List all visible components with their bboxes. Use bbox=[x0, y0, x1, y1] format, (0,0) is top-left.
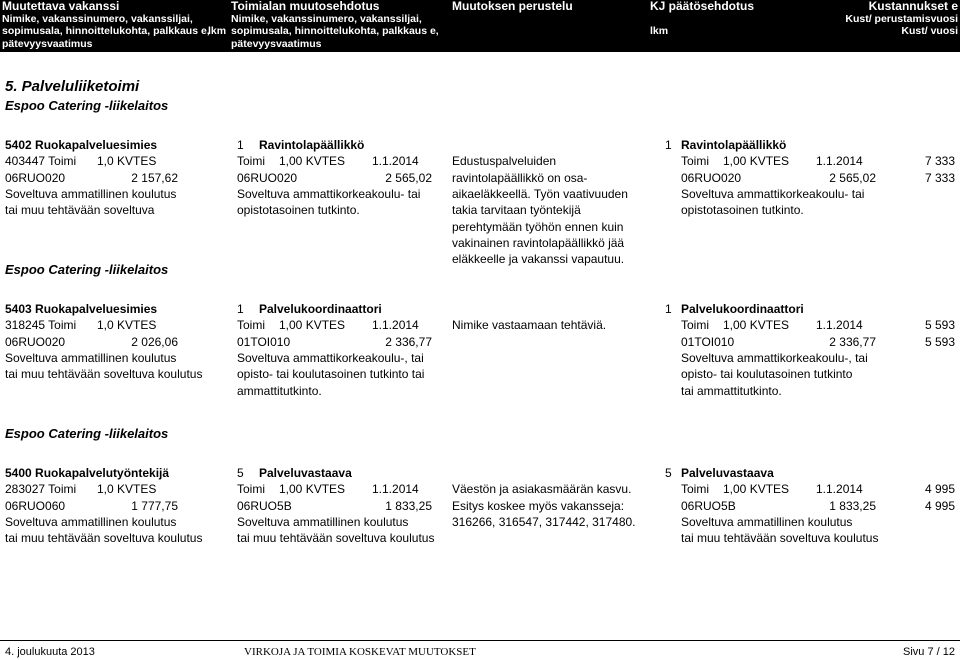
header-count: lkm bbox=[208, 25, 227, 37]
reason-line: Väestön ja asiakasmäärän kasvu. bbox=[452, 482, 632, 497]
proposal-qualification: Soveltuva ammattikorkeakoulu- tai bbox=[237, 186, 421, 201]
current-post-contract: 1,0 KVTES bbox=[97, 318, 157, 333]
decision-count: 1 bbox=[665, 302, 672, 316]
reason-line: ravintolapäällikkö on osa- bbox=[452, 170, 588, 185]
current-post-title: 5400 Ruokapalvelutyöntekijä bbox=[5, 466, 170, 480]
reason-line: Nimike vastaamaan tehtäviä. bbox=[452, 318, 607, 333]
proposal-contract: 1,00 KVTES bbox=[279, 154, 346, 169]
proposal-title: Ravintolapäällikkö bbox=[259, 138, 365, 152]
cost-first-year: 4 995 bbox=[924, 482, 955, 497]
current-post-code: 06RUO020 bbox=[5, 170, 66, 185]
header-col-current-post: Muutettava vakanssi Nimike, vakanssinumero, vakanssiljai, sopimusala, hinnoittelukohta, palkkaus e, pätevyysvaatimus bbox=[2, 0, 210, 50]
decision-qualification: Soveltuva ammattikorkeakoulu-, tai bbox=[681, 350, 868, 365]
decision-contract: 1,00 KVTES bbox=[723, 482, 790, 497]
reason-line: 316266, 316547, 317442, 317480. bbox=[452, 514, 636, 529]
proposal-qualification-cont: opisto- tai koulutasoinen tutkinto tai bbox=[237, 367, 425, 382]
current-post-title: 5403 Ruokapalveluesimies bbox=[5, 302, 158, 316]
proposal-date: 1.1.2014 bbox=[372, 482, 419, 497]
section-title: 5. Palveluliiketoimi bbox=[5, 78, 140, 95]
proposal-date: 1.1.2014 bbox=[372, 318, 419, 333]
decision-type: Toimi bbox=[681, 318, 710, 333]
current-post-number: 403447 Toimi bbox=[5, 154, 77, 169]
proposal-contract: 1,00 KVTES bbox=[279, 318, 346, 333]
decision-qualification: Soveltuva ammatillinen koulutus bbox=[681, 514, 853, 529]
proposal-type: Toimi bbox=[237, 318, 266, 333]
footer-divider bbox=[0, 640, 960, 641]
decision-title: Ravintolapäällikkö bbox=[681, 138, 787, 152]
decision-code: 06RUO5B bbox=[681, 498, 736, 513]
decision-date: 1.1.2014 bbox=[816, 154, 863, 169]
decision-count: 1 bbox=[665, 138, 672, 152]
cost-first-year: 5 593 bbox=[924, 318, 955, 333]
proposal-type: Toimi bbox=[237, 154, 266, 169]
current-post-code: 06RUO060 bbox=[5, 498, 66, 513]
proposal-count: 5 bbox=[237, 466, 244, 480]
proposal-contract: 1,00 KVTES bbox=[279, 482, 346, 497]
reason-line: perehtymään työhön ennen kuin bbox=[452, 219, 624, 234]
proposal-code: 01TOI010 bbox=[237, 334, 291, 349]
current-post-qualification: Soveltuva ammatillinen koulutus bbox=[5, 186, 177, 201]
cost-per-year: 7 333 bbox=[924, 170, 955, 185]
current-post-qualification-cont: tai muu tehtävään soveltuva bbox=[5, 203, 155, 218]
current-post-salary: 2 157,62 bbox=[131, 170, 178, 185]
decision-date: 1.1.2014 bbox=[816, 318, 863, 333]
decision-qualification-cont: opisto- tai koulutasoinen tutkinto bbox=[681, 367, 853, 382]
proposal-salary: 2 565,02 bbox=[385, 170, 432, 185]
decision-type: Toimi bbox=[681, 154, 710, 169]
reason-line: vakinainen ravintolapäällikkö jää bbox=[452, 235, 625, 250]
current-post-number: 318245 Toimi bbox=[5, 318, 77, 333]
header-col-proposal: Toimialan muutosehdotus Nimike, vakanssinumero, vakanssiljai, sopimusala, hinnoittelukohta, palkkaus e, pätevyysvaatimus bbox=[231, 0, 439, 50]
decision-qualification-end: tai ammattitutkinto. bbox=[681, 383, 782, 398]
header-col-costs: Kustannukset e Kust/ perustamisvuosi Kust/ vuosi bbox=[845, 0, 958, 37]
current-post-salary: 2 026,06 bbox=[131, 334, 178, 349]
current-post-qualification: Soveltuva ammatillinen koulutus bbox=[5, 350, 177, 365]
decision-salary: 2 336,77 bbox=[829, 334, 876, 349]
proposal-qualification-cont: tai muu tehtävään soveltuva koulutus bbox=[237, 531, 435, 546]
proposal-qualification: Soveltuva ammattikorkeakoulu-, tai bbox=[237, 350, 424, 365]
decision-title: Palveluvastaava bbox=[681, 466, 774, 480]
header-decision-count: lkm bbox=[650, 25, 669, 37]
cost-first-year: 7 333 bbox=[924, 154, 955, 169]
decision-title: Palvelukoordinaattori bbox=[681, 302, 804, 316]
current-post-title: 5402 Ruokapalveluesimies bbox=[5, 138, 158, 152]
decision-qualification-cont: tai muu tehtävään soveltuva koulutus bbox=[681, 531, 879, 546]
unit-name: Espoo Catering -liikelaitos bbox=[5, 98, 169, 113]
decision-date: 1.1.2014 bbox=[816, 482, 863, 497]
decision-code: 06RUO020 bbox=[681, 170, 742, 185]
decision-contract: 1,00 KVTES bbox=[723, 318, 790, 333]
unit-name: Espoo Catering -liikelaitos bbox=[5, 426, 169, 441]
footer-title: VIRKOJA JA TOIMIA KOSKEVAT MUUTOKSET bbox=[244, 646, 476, 658]
proposal-salary: 1 833,25 bbox=[385, 498, 432, 513]
proposal-date: 1.1.2014 bbox=[372, 154, 419, 169]
current-post-qualification-cont: tai muu tehtävään soveltuva koulutus bbox=[5, 367, 203, 382]
current-post-qualification: Soveltuva ammatillinen koulutus bbox=[5, 514, 177, 529]
decision-code: 01TOI010 bbox=[681, 334, 735, 349]
cost-per-year: 5 593 bbox=[924, 334, 955, 349]
footer-page-number: Sivu 7 / 12 bbox=[903, 646, 955, 658]
decision-qualification-cont: opistotasoinen tutkinto. bbox=[681, 203, 804, 218]
current-post-number: 283027 Toimi bbox=[5, 482, 77, 497]
current-post-contract: 1,0 KVTES bbox=[97, 482, 157, 497]
reason-line: Edustuspalveluiden bbox=[452, 154, 557, 169]
decision-type: Toimi bbox=[681, 482, 710, 497]
decision-qualification: Soveltuva ammattikorkeakoulu- tai bbox=[681, 186, 865, 201]
reason-line: aikaeläkkeellä. Työn vaativuuden bbox=[452, 186, 628, 201]
proposal-qualification-cont: opistotasoinen tutkinto. bbox=[237, 203, 360, 218]
reason-line: eläkkeelle ja vakanssi vapautuu. bbox=[452, 252, 625, 267]
proposal-code: 06RUO020 bbox=[237, 170, 298, 185]
proposal-salary: 2 336,77 bbox=[385, 334, 432, 349]
proposal-title: Palveluvastaava bbox=[259, 466, 352, 480]
current-post-code: 06RUO020 bbox=[5, 334, 66, 349]
proposal-qualification-end: ammattitutkinto. bbox=[237, 383, 322, 398]
decision-salary: 2 565,02 bbox=[829, 170, 876, 185]
header-col-reason: Muutoksen perustelu bbox=[452, 0, 573, 13]
current-post-qualification-cont: tai muu tehtävään soveltuva koulutus bbox=[5, 531, 203, 546]
header-col-decision: KJ päätösehdotus bbox=[650, 0, 755, 13]
cost-per-year: 4 995 bbox=[924, 498, 955, 513]
table-header bbox=[0, 0, 960, 52]
unit-name: Espoo Catering -liikelaitos bbox=[5, 262, 169, 277]
proposal-code: 06RUO5B bbox=[237, 498, 292, 513]
reason-line: Esitys koskee myös vakansseja: bbox=[452, 498, 625, 513]
decision-salary: 1 833,25 bbox=[829, 498, 876, 513]
current-post-salary: 1 777,75 bbox=[131, 498, 178, 513]
current-post-contract: 1,0 KVTES bbox=[97, 154, 157, 169]
proposal-title: Palvelukoordinaattori bbox=[259, 302, 382, 316]
footer-date: 4. joulukuuta 2013 bbox=[5, 646, 95, 658]
decision-contract: 1,00 KVTES bbox=[723, 154, 790, 169]
decision-count: 5 bbox=[665, 466, 672, 480]
proposal-count: 1 bbox=[237, 302, 244, 316]
proposal-qualification: Soveltuva ammatillinen koulutus bbox=[237, 514, 409, 529]
reason-line: takia tarvitaan työntekijä bbox=[452, 203, 581, 218]
proposal-type: Toimi bbox=[237, 482, 266, 497]
proposal-count: 1 bbox=[237, 138, 244, 152]
